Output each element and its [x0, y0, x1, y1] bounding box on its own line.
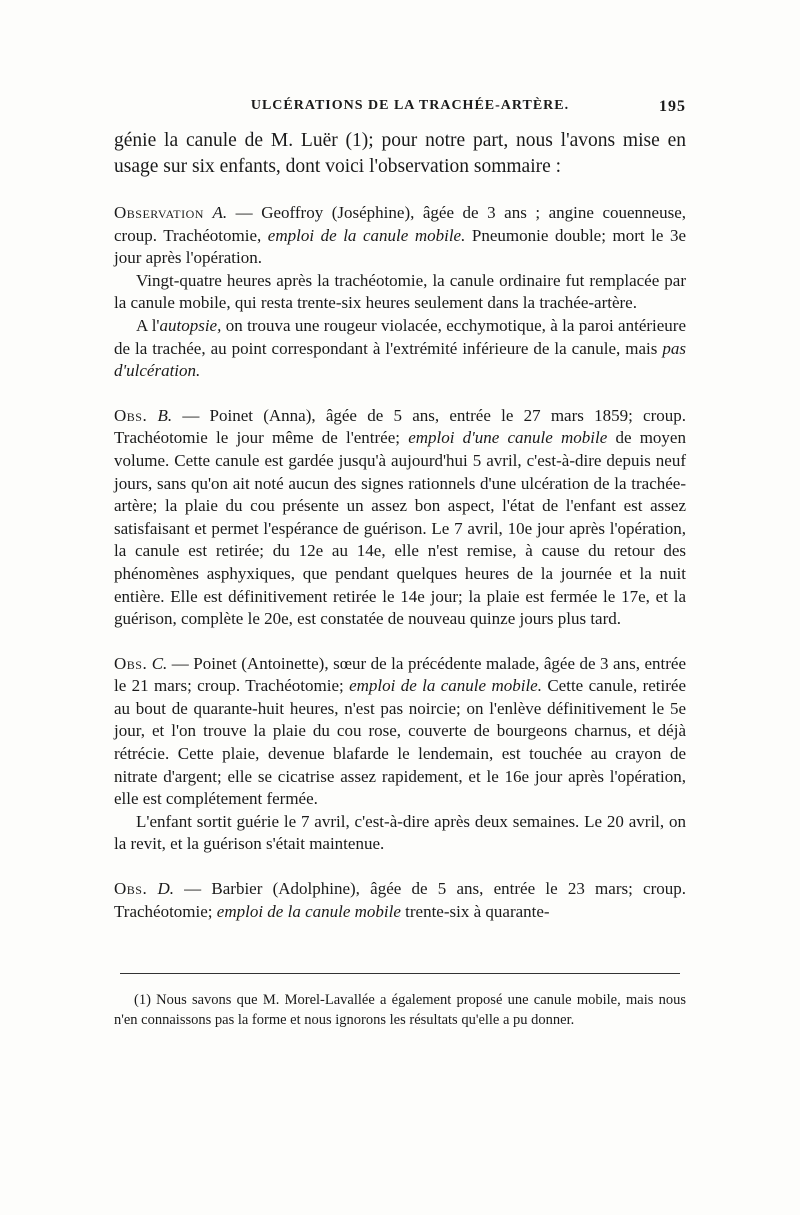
observation-a-paragraph-1: Observation A. — Geoffroy (Joséphine), âgée de 3 ans ; angine couenneuse, croup. Trachéotomie, emploi de la canule mobile. Pneumonie double; mort le 3e jour après l'opération. [114, 203, 687, 268]
intro-paragraph: génie la canule de M. Luër (1); pour notre part, nous l'avons mise en usage sur six enfants, dont voici l'observation sommaire : [114, 130, 686, 177]
observation-c [114, 653, 686, 856]
observation-letter: B. [157, 405, 173, 425]
footnote: (1) Nous savons que M. Morel-Lavallée a également proposé une canule mobile, mais nous n'en connaissons pas la forme et nous ignorons les résultats qu'elle a pu donner. [114, 992, 686, 1029]
running-head [114, 98, 686, 122]
page-number: 195 [659, 98, 686, 115]
observation-letter: C. [151, 653, 168, 673]
page [114, 98, 686, 1030]
observation-label: Observation [114, 203, 204, 222]
observation-b-paragraph-1: Obs. B. — Poinet (Anna), âgée de 5 ans, entrée le 27 mars 1859; croup. Trachéotomie le jour même de l'entrée; emploi d'une canule mobile de moyen volume. Cette canule est gardée jusqu'à aujourd'hui 5 avril, c'est-à-dire depuis neuf jours, sans qu'on ait noté aucun des signes rationnels d'une ulcération de la trachée-artère; la plaie du cou présente un assez bon aspect, l'état de l'enfant est assez satisfaisant et permet l'espérance de guérison. Le 7 avril, 10e jour après l'opération, la canule est retirée; du 12e au 14e, elle n'est remise, à cause du retour des phénomènes asphyxiques, que pendant quelques heures de la journée et la nuit entière. Elle est définitivement retirée le 14e jour; la plaie est fermée le 17e, et la guérison, complète le 20e, est constatée de nouveau quinze jours plus tard. [114, 405, 687, 629]
footnote-rule [120, 973, 680, 974]
observation-b [114, 405, 686, 631]
observation-d-paragraph-1: Obs. D. — Barbier (Adolphine), âgée de 5 ans, entrée le 23 mars; croup. Trachéotomie; emploi de la canule mobile trente-six à quarante- [114, 879, 686, 921]
observation-d [114, 878, 686, 923]
observation-a-paragraph-3: A l'autopsie, on trouva une rougeur violacée, ecchymotique, à la paroi antérieure de la trachée, au point correspondant à l'extrémité inférieure de la canule, mais pas d'ulcération. [114, 315, 687, 381]
observation-letter: A. [212, 203, 228, 222]
observation-c-paragraph-2: L'enfant sortit guérie le 7 avril, c'est-à-dire après deux semaines. Le 20 avril, on la revit, et la guérison s'était maintenue. [114, 811, 686, 854]
observation-letter: D. [157, 879, 174, 899]
observation-label: Obs. [114, 879, 148, 899]
observation-label: Obs. [114, 405, 148, 425]
observation-label: Obs. [114, 653, 148, 673]
observation-c-paragraph-1: Obs. C. — Poinet (Antoinette), sœur de la précédente malade, âgée de 3 ans, entrée le 21 mars; croup. Trachéotomie; emploi de la canule mobile. Cette canule, retirée au bout de quarante-huit heures, n'est pas noircie; on l'enlève définitivement le 5e jour, et l'on trouve la plaie du cou rose, couverte de bourgeons charnus, et déjà rétrécie. Cette plaie, devenue blafarde le lendemain, est touchée au crayon de nitrate d'argent; elle se cicatrise assez rapidement, et le 16e jour après l'opération, elle est complétement fermée. [114, 653, 686, 809]
observation-a [114, 202, 686, 383]
running-title: ULCÉRATIONS DE LA TRACHÉE-ARTÈRE. [250, 98, 570, 113]
observation-a-paragraph-2: Vingt-quatre heures après la trachéotomie, la canule ordinaire fut remplacée par la canule mobile, qui resta trente-six heures seulement dans la trachée-artère. [114, 270, 686, 313]
